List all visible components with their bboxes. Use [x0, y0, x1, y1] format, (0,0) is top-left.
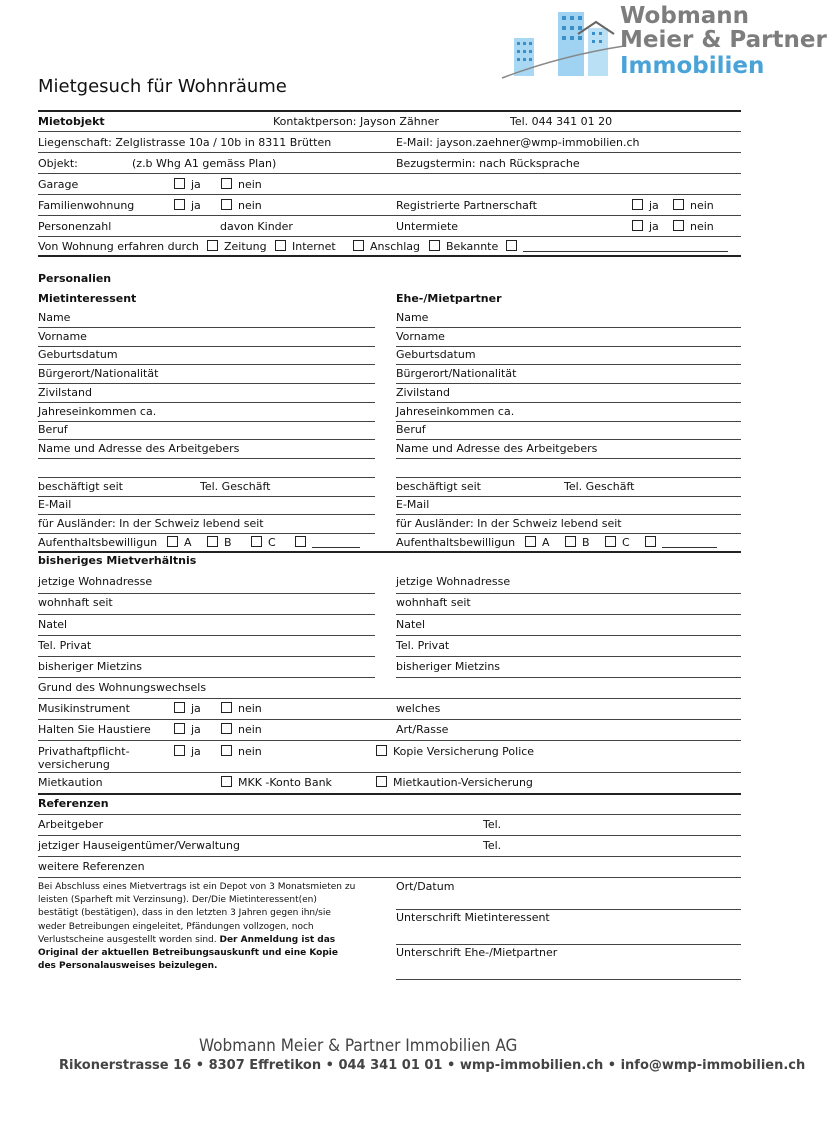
logo-text-line3: Immobilien [620, 53, 765, 79]
personalien-heading: Personalien [38, 272, 112, 285]
untermiete-ja[interactable] [632, 220, 659, 233]
musik-nein[interactable] [221, 702, 262, 715]
andere-option[interactable] [506, 240, 728, 253]
left-name: Name [38, 311, 71, 324]
internet-option[interactable] [275, 240, 336, 253]
checkbox-icon[interactable] [295, 536, 306, 547]
ref-hauseigentuemer: jetziger Hauseigentümer/Verwaltung [38, 839, 240, 852]
right-vorname: Vorname [396, 330, 445, 343]
nein-label: nein [690, 220, 714, 233]
checkbox-icon[interactable] [275, 240, 286, 251]
partnerschaft-nein[interactable] [673, 199, 714, 212]
closing-text-bold: Der Anmeldung ist das Original der aktuellen Betreibungsauskunft und eine Kopie des Personalausweises beizulegen. [38, 934, 338, 972]
right-permit-other[interactable] [645, 536, 717, 549]
nein-label: nein [238, 702, 262, 715]
referenzen-heading: Referenzen [38, 797, 109, 810]
right-telgeschaeft: Tel. Geschäft [564, 480, 635, 493]
checkbox-icon[interactable] [174, 178, 185, 189]
c-label: C [622, 536, 630, 549]
checkbox-icon[interactable] [376, 745, 387, 756]
left-einkommen: Jahreseinkommen ca. [38, 405, 157, 418]
right-name: Name [396, 311, 429, 324]
anschlag-option[interactable] [353, 240, 420, 253]
right-geburt: Geburtsdatum [396, 348, 476, 361]
left-natel: Natel [38, 618, 68, 631]
logo [500, 3, 827, 84]
ja-label: ja [191, 702, 201, 715]
left-email: E-Mail [38, 498, 72, 511]
left-geburt: Geburtsdatum [38, 348, 118, 361]
kinder-label: davon Kinder [220, 220, 293, 233]
left-beschaeftigt: beschäftigt seit [38, 480, 123, 493]
familienwohnung-label: Familienwohnung [38, 199, 135, 212]
haftpflicht-label-2: versicherung [38, 758, 110, 771]
a-label: A [542, 536, 550, 549]
anschlag-label: Anschlag [370, 240, 421, 253]
garage-label: Garage [38, 178, 79, 191]
right-permit-a[interactable] [525, 536, 550, 549]
checkbox-icon[interactable] [221, 776, 232, 787]
right-telprivat: Tel. Privat [396, 639, 450, 652]
bezugstermin: Bezugstermin: nach Rücksprache [396, 157, 580, 170]
kaution-label: Mietkaution [38, 776, 103, 789]
grund-label: Grund des Wohnungswechsels [38, 681, 207, 694]
c-label: C [268, 536, 276, 549]
police-option[interactable] [376, 745, 534, 758]
checkbox-icon[interactable] [353, 240, 364, 251]
checkbox-icon[interactable] [506, 240, 517, 251]
permit-other-field[interactable] [312, 537, 360, 548]
haustiere-ja[interactable] [174, 723, 201, 736]
ref-arbeitgeber-tel: Tel. [483, 818, 502, 831]
left-zivil: Zivilstand [38, 386, 92, 399]
closing-paragraph [38, 881, 356, 973]
right-permit-c[interactable] [605, 536, 630, 549]
garage-nein[interactable] [221, 178, 262, 191]
haustiere-label: Halten Sie Haustiere [38, 723, 151, 736]
footer-company: Wobmann Meier & Partner Immobilien AG [199, 1036, 518, 1056]
erfahren-label: Von Wohnung erfahren durch [38, 240, 199, 253]
logo-text-line1: Wobmann [620, 3, 750, 29]
kontakt-tel: Tel. 044 341 01 20 [510, 115, 613, 128]
mietpartner-heading: Ehe-/Mietpartner [396, 292, 502, 305]
nein-label: nein [238, 178, 262, 191]
checkbox-icon[interactable] [645, 536, 656, 547]
checkbox-icon[interactable] [221, 723, 232, 734]
right-einkommen: Jahreseinkommen ca. [396, 405, 515, 418]
right-aufenthalt: Aufenthaltsbewilligun [396, 536, 516, 549]
bekannte-option[interactable] [429, 240, 498, 253]
haftpflicht-nein[interactable] [221, 745, 262, 758]
right-arbeitgeber: Name und Adresse des Arbeitgebers [396, 442, 598, 455]
ref-arbeitgeber: Arbeitgeber [38, 818, 104, 831]
partnerschaft-label: Registrierte Partnerschaft [396, 199, 537, 212]
haftpflicht-ja[interactable] [174, 745, 201, 758]
welches-label: welches [396, 702, 441, 715]
nein-label: nein [238, 745, 262, 758]
right-auslaender: für Ausländer: In der Schweiz lebend seit [396, 517, 622, 530]
mkk-label: MKK -Konto Bank [238, 776, 332, 789]
left-arbeitgeber: Name und Adresse des Arbeitgebers [38, 442, 240, 455]
checkbox-icon[interactable] [565, 536, 576, 547]
logo-text-line2: Meier & Partner [620, 27, 827, 53]
kontakt-email[interactable]: E-Mail: jayson.zaehner@wmp-immobilien.ch [396, 136, 640, 149]
bekannte-label: Bekannte [446, 240, 499, 253]
checkbox-icon[interactable] [429, 240, 440, 251]
nein-label: nein [690, 199, 714, 212]
checkbox-icon[interactable] [673, 199, 684, 210]
left-permit-b[interactable] [207, 536, 232, 549]
right-email: E-Mail [396, 498, 430, 511]
checkbox-icon[interactable] [632, 199, 643, 210]
unterschrift-mietinteressent: Unterschrift Mietinteressent [396, 911, 550, 924]
checkbox-icon[interactable] [207, 240, 218, 251]
ref-weitere: weitere Referenzen [38, 860, 145, 873]
ja-label: ja [191, 723, 201, 736]
rasse-label: Art/Rasse [396, 723, 449, 736]
checkbox-icon[interactable] [632, 220, 643, 231]
haustiere-nein[interactable] [221, 723, 262, 736]
ja-label: ja [191, 745, 201, 758]
nein-label: nein [238, 723, 262, 736]
right-mietzins: bisheriger Mietzins [396, 660, 501, 673]
ja-label: ja [191, 199, 201, 212]
objekt-label: Objekt: [38, 157, 78, 170]
ja-label: ja [191, 178, 201, 191]
liegenschaft: Liegenschaft: Zelglistrasse 10a / 10b in 8311 Brütten [38, 136, 332, 149]
right-beschaeftigt: beschäftigt seit [396, 480, 481, 493]
left-auslaender: für Ausländer: In der Schweiz lebend seit [38, 517, 264, 530]
zeitung-option[interactable] [207, 240, 267, 253]
left-permit-c[interactable] [251, 536, 276, 549]
a-label: A [184, 536, 192, 549]
b-label: B [224, 536, 232, 549]
logo-buildings-icon [500, 4, 625, 82]
checkbox-icon[interactable] [221, 178, 232, 189]
left-permit-other[interactable] [295, 536, 360, 549]
police-label: Kopie Versicherung Police [393, 745, 535, 758]
right-natel: Natel [396, 618, 426, 631]
left-mietzins: bisheriger Mietzins [38, 660, 143, 673]
kontaktperson: Kontaktperson: Jayson Zähner [273, 115, 439, 128]
right-permit-b[interactable] [565, 536, 590, 549]
page-title: Mietgesuch für Wohnräume [38, 76, 287, 97]
kautionvers-label: Mietkaution-Versicherung [393, 776, 533, 789]
partnerschaft-ja[interactable] [632, 199, 659, 212]
internet-label: Internet [292, 240, 336, 253]
left-aufenthalt: Aufenthaltsbewilligun [38, 536, 158, 549]
familien-nein[interactable] [221, 199, 262, 212]
musik-label: Musikinstrument [38, 702, 130, 715]
mietobjekt-heading: Mietobjekt [38, 115, 105, 128]
andere-field[interactable] [523, 241, 728, 252]
checkbox-icon[interactable] [207, 536, 218, 547]
left-wohnhaft: wohnhaft seit [38, 596, 113, 609]
checkbox-icon[interactable] [525, 536, 536, 547]
mkk-option[interactable] [221, 776, 332, 789]
left-permit-a[interactable] [167, 536, 192, 549]
left-beruf: Beruf [38, 423, 68, 436]
checkbox-icon[interactable] [673, 220, 684, 231]
kautionvers-option[interactable] [376, 776, 533, 789]
right-wohnadresse: jetzige Wohnadresse [396, 575, 511, 588]
mietinteressent-heading: Mietinteressent [38, 292, 137, 305]
checkbox-icon[interactable] [174, 723, 185, 734]
nein-label: nein [238, 199, 262, 212]
right-zivil: Zivilstand [396, 386, 450, 399]
objekt-value: (z.b Whg A1 gemäss Plan) [132, 157, 277, 170]
checkbox-icon[interactable] [174, 199, 185, 210]
garage-ja[interactable] [174, 178, 201, 191]
footer-address: Rikonerstrasse 16 • 8307 Effretikon • 044 341 01 01 • wmp-immobilien.ch • info@wmp-immobilien.ch [59, 1058, 806, 1073]
checkbox-icon[interactable] [221, 745, 232, 756]
left-telgeschaeft: Tel. Geschäft [200, 480, 271, 493]
haftpflicht-label-1: Privathaftpflicht- [38, 745, 130, 758]
right-wohnhaft: wohnhaft seit [396, 596, 471, 609]
checkbox-icon[interactable] [251, 536, 262, 547]
left-buerger: Bürgerort/Nationalität [38, 367, 159, 380]
right-beruf: Beruf [396, 423, 426, 436]
checkbox-icon[interactable] [221, 702, 232, 713]
unterschrift-mietpartner: Unterschrift Ehe-/Mietpartner [396, 946, 558, 959]
ja-label: ja [649, 220, 659, 233]
ref-haus-tel: Tel. [483, 839, 502, 852]
checkbox-icon[interactable] [376, 776, 387, 787]
familien-ja[interactable] [174, 199, 201, 212]
ja-label: ja [649, 199, 659, 212]
checkbox-icon[interactable] [605, 536, 616, 547]
left-telprivat: Tel. Privat [38, 639, 92, 652]
right-buerger: Bürgerort/Nationalität [396, 367, 517, 380]
permit-other-field[interactable] [662, 537, 717, 548]
checkbox-icon[interactable] [174, 702, 185, 713]
checkbox-icon[interactable] [167, 536, 178, 547]
checkbox-icon[interactable] [174, 745, 185, 756]
checkbox-icon[interactable] [221, 199, 232, 210]
musik-ja[interactable] [174, 702, 201, 715]
left-vorname: Vorname [38, 330, 87, 343]
ort-datum-label: Ort/Datum [396, 880, 455, 893]
left-wohnadresse: jetzige Wohnadresse [38, 575, 153, 588]
mietverhaeltnis-heading: bisheriges Mietverhältnis [38, 554, 197, 567]
untermiete-nein[interactable] [673, 220, 714, 233]
personenzahl-label: Personenzahl [38, 220, 112, 233]
untermiete-label: Untermiete [396, 220, 459, 233]
b-label: B [582, 536, 590, 549]
closing-text: Bei Abschluss eines Mietvertrags ist ein Depot von 3 Monatsmieten zu leisten (Sparheft mit Verzinsung). Der/Die Mietinteressent(en) bestätigt (bestätigen), dass in den letzten 3 Jahren gegen ihn/sie weder Betreibungen eingeleitet, Pfändungen vollzogen, noch Verlustscheine ausgestellt worden sind. [38, 882, 356, 945]
zeitung-label: Zeitung [224, 240, 267, 253]
